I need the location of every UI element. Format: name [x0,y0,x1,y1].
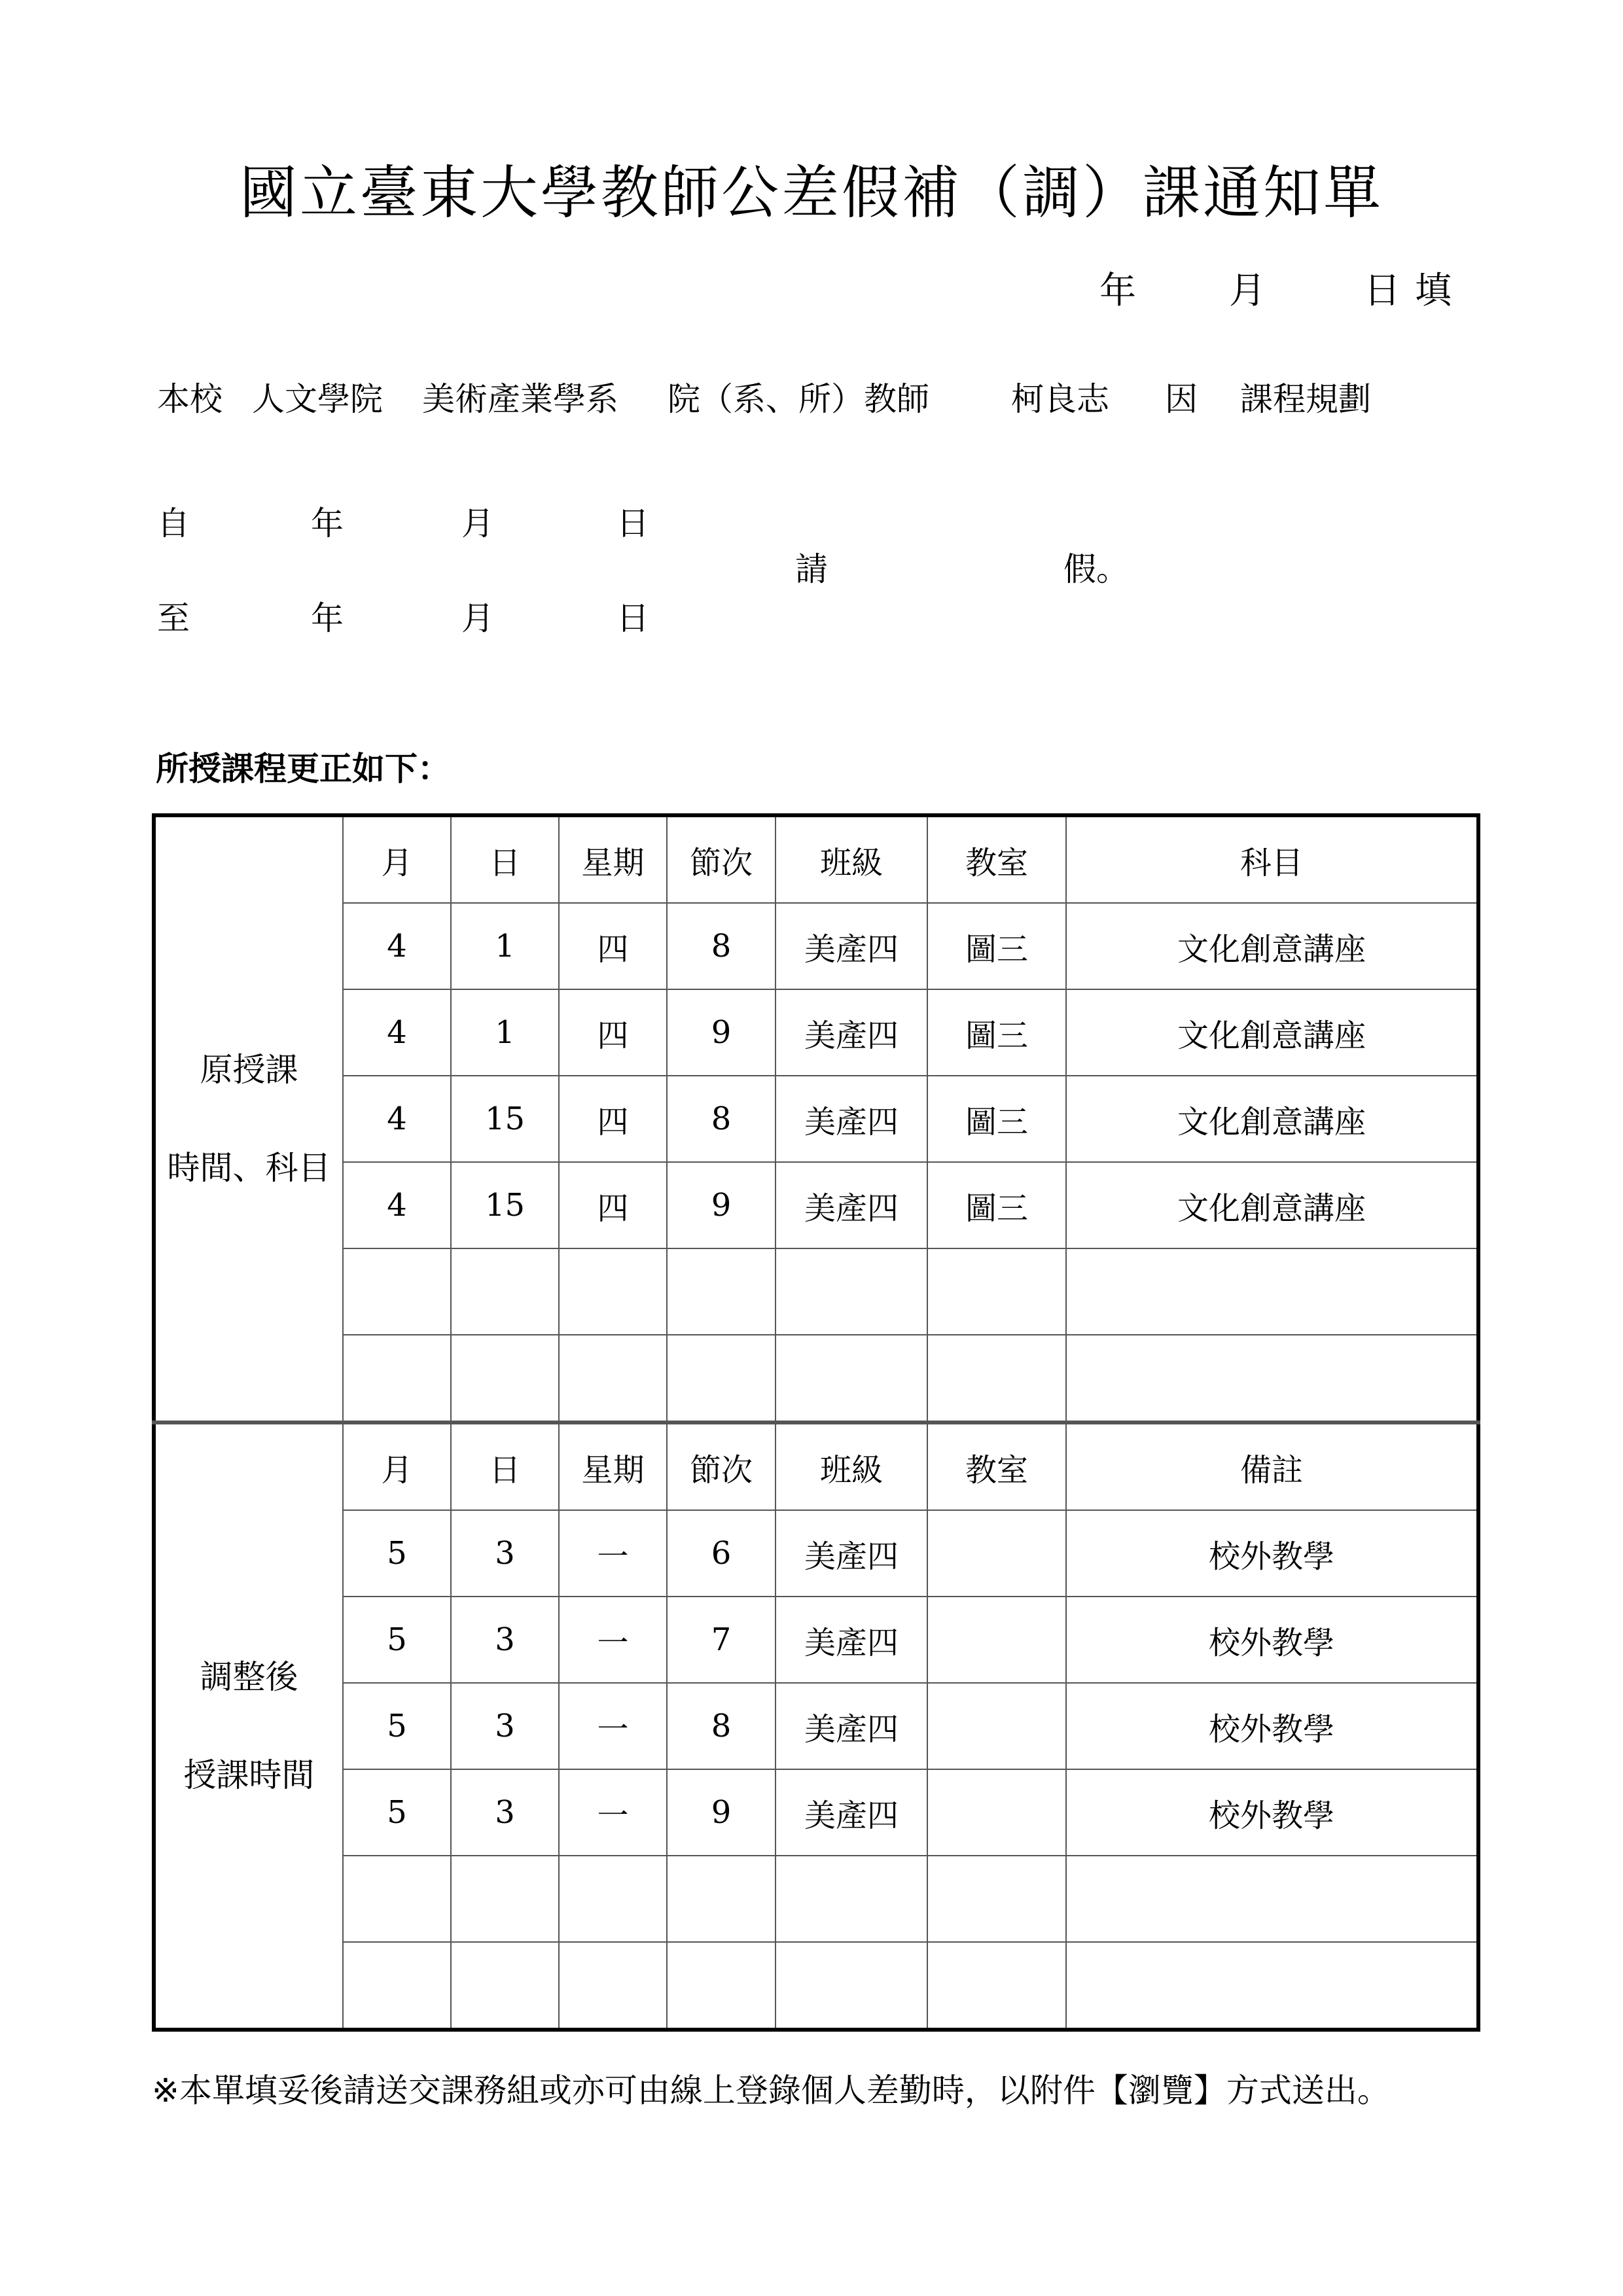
column-header: 備註 [1066,1422,1478,1510]
cell-day [451,1942,559,2030]
period-to-day: 日 [616,599,649,637]
period-to-year: 年 [311,599,344,637]
leave-word-1: 請 [795,550,828,588]
column-header: 日 [451,815,559,903]
adjusted-section-label: 調整後 授課時間 [154,1422,343,2030]
intro-unit: 院（系、所）教師 [668,380,929,418]
cell-day: 3 [451,1597,559,1683]
cell-room [927,1510,1066,1597]
cell-class [776,1942,927,2030]
table-row [154,1162,1478,1248]
cell-room [927,1683,1066,1769]
cell-period: 6 [667,1510,776,1597]
cell-class: 美產四 [776,1597,927,1683]
leave-word-2: 假。 [1063,550,1129,588]
fill-date-day: 日填 [1364,270,1466,312]
column-header: 班級 [776,815,927,903]
table-row-empty [154,1248,1478,1335]
cell-class: 美產四 [776,1769,927,1856]
cell-class [776,1248,927,1335]
period-from-month: 月 [461,504,494,542]
column-header: 科目 [1066,815,1478,903]
cell-period: 9 [667,989,776,1076]
cell-weekday: 四 [559,1162,667,1248]
cell-weekday [559,1856,667,1942]
cell-day: 1 [451,989,559,1076]
cell-subject [1066,1335,1478,1422]
fill-date-year: 年 [1099,270,1136,312]
cell-room [927,1597,1066,1683]
intro-school: 本校 [157,380,223,418]
table-row [154,1683,1478,1769]
cell-class: 美產四 [776,1162,927,1248]
cell-class [776,1335,927,1422]
cell-room [927,1942,1066,2030]
cell-room: 圖三 [927,1076,1066,1162]
section-heading: 所授課程更正如下： [156,750,450,788]
cell-note: 校外教學 [1066,1597,1478,1683]
cell-weekday: 四 [559,989,667,1076]
cell-period: 8 [667,1076,776,1162]
cell-subject: 文化創意講座 [1066,989,1478,1076]
cell-day: 1 [451,903,559,989]
column-header: 星期 [559,815,667,903]
cell-period: 9 [667,1769,776,1856]
cell-month [343,1856,451,1942]
cell-subject: 文化創意講座 [1066,903,1478,989]
cell-note: 校外教學 [1066,1769,1478,1856]
cell-note: 校外教學 [1066,1510,1478,1597]
column-header: 教室 [927,1422,1066,1510]
cell-day: 3 [451,1683,559,1769]
cell-note: 校外教學 [1066,1683,1478,1769]
cell-day: 15 [451,1162,559,1248]
column-header: 月 [343,815,451,903]
cell-month: 5 [343,1597,451,1683]
table-row [154,1597,1478,1683]
cell-month [343,1942,451,2030]
cell-room: 圖三 [927,989,1066,1076]
original-section-label: 原授課 時間、科目 [154,815,343,1422]
cell-day: 15 [451,1076,559,1162]
cell-room [927,1248,1066,1335]
intro-teacher: 柯良志 [1011,380,1109,418]
adjusted-section [154,1422,1478,2030]
cell-month: 5 [343,1769,451,1856]
cell-subject [1066,1248,1478,1335]
cell-subject: 文化創意講座 [1066,1162,1478,1248]
cell-period: 7 [667,1597,776,1683]
cell-class: 美產四 [776,989,927,1076]
table-row [154,1076,1478,1162]
cell-class: 美產四 [776,1076,927,1162]
original-header-row [154,815,1478,903]
fill-date-month: 月 [1229,270,1266,312]
cell-month [343,1248,451,1335]
cell-room [927,1769,1066,1856]
cell-class: 美產四 [776,903,927,989]
cell-month: 5 [343,1683,451,1769]
cell-day: 3 [451,1510,559,1597]
footnote: ※本單填妥後請送交課務組或亦可由線上登錄個人差勤時，以附件【瀏覽】方式送出。 [152,2072,1390,2110]
cell-period [667,1856,776,1942]
cell-class: 美產四 [776,1510,927,1597]
column-header: 節次 [667,815,776,903]
cell-month: 5 [343,1510,451,1597]
cell-class [776,1856,927,1942]
cell-note [1066,1942,1478,2030]
period-from-day: 日 [616,504,649,542]
column-header: 日 [451,1422,559,1510]
cell-room [927,1335,1066,1422]
cell-note [1066,1856,1478,1942]
cell-day [451,1856,559,1942]
adjusted-header-row [154,1422,1478,1510]
intro-reason: 課程規劃 [1240,380,1371,418]
cell-period: 8 [667,1683,776,1769]
page-title: 國立臺東大學教師公差假補（調）課通知單 [239,159,1383,226]
cell-month: 4 [343,989,451,1076]
cell-weekday: 一 [559,1769,667,1856]
cell-day [451,1248,559,1335]
cell-weekday: 一 [559,1597,667,1683]
table-row-empty [154,1335,1478,1422]
cell-subject: 文化創意講座 [1066,1076,1478,1162]
cell-room: 圖三 [927,903,1066,989]
column-header: 班級 [776,1422,927,1510]
course-change-table [152,813,1480,2032]
original-section [154,815,1478,1422]
cell-day: 3 [451,1769,559,1856]
cell-weekday: 一 [559,1510,667,1597]
cell-room: 圖三 [927,1162,1066,1248]
cell-period [667,1248,776,1335]
cell-weekday: 一 [559,1683,667,1769]
cell-weekday [559,1335,667,1422]
period-from-label: 自 [157,504,190,542]
column-header: 節次 [667,1422,776,1510]
cell-class: 美產四 [776,1683,927,1769]
table-row [154,989,1478,1076]
cell-room [927,1856,1066,1942]
table-row-empty [154,1856,1478,1942]
column-header: 星期 [559,1422,667,1510]
cell-period [667,1942,776,2030]
cell-weekday [559,1942,667,2030]
period-to-label: 至 [157,599,190,637]
period-to-month: 月 [461,599,494,637]
table-row [154,903,1478,989]
cell-month: 4 [343,1076,451,1162]
cell-month [343,1335,451,1422]
cell-weekday: 四 [559,903,667,989]
cell-weekday: 四 [559,1076,667,1162]
table-row [154,1769,1478,1856]
period-from-year: 年 [311,504,344,542]
intro-department: 美術產業學系 [422,380,618,418]
table-row [154,1510,1478,1597]
intro-college: 人文學院 [252,380,383,418]
cell-period [667,1335,776,1422]
column-header: 教室 [927,815,1066,903]
cell-month: 4 [343,903,451,989]
column-header: 月 [343,1422,451,1510]
table-row-empty [154,1942,1478,2030]
intro-because: 因 [1165,380,1198,418]
cell-period: 8 [667,903,776,989]
cell-period: 9 [667,1162,776,1248]
cell-day [451,1335,559,1422]
cell-month: 4 [343,1162,451,1248]
cell-weekday [559,1248,667,1335]
